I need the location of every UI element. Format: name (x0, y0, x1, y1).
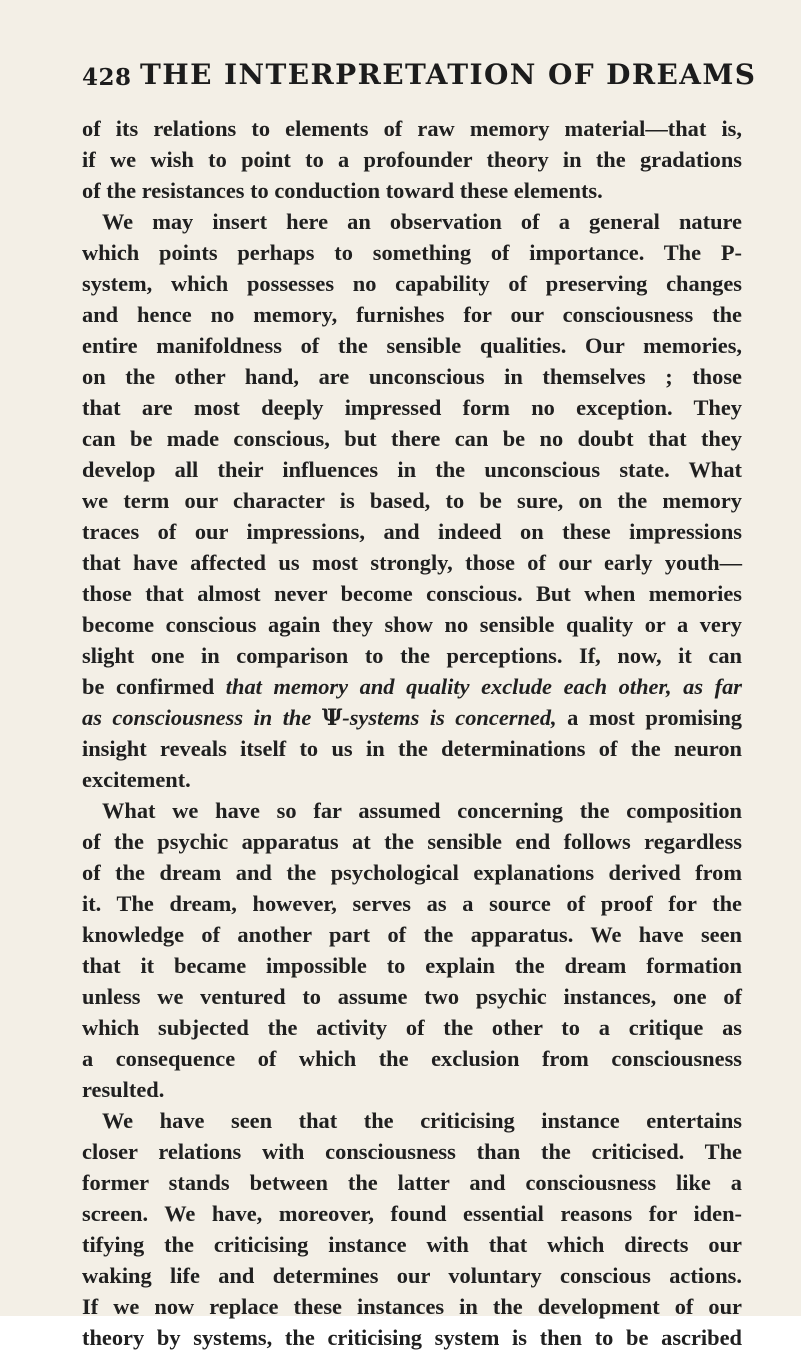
text-line: which subjected the activity of the other to a critique as (82, 1015, 742, 1040)
text-line: of the resistances to conduction toward these elements. (82, 178, 603, 203)
italic-emphasis: -systems is concerned, (342, 705, 557, 730)
body-text (82, 113, 742, 1353)
text-line: closer relations with consciousness than the criticised. The (82, 1139, 742, 1164)
running-head: THE INTERPRETATION OF DREAMS (140, 58, 757, 91)
text-line: screen. We have, moreover, found essential reasons for iden- (82, 1201, 742, 1226)
text-line: traces of our impressions, and indeed on these impressions (82, 519, 742, 544)
text-line: of the psychic apparatus at the sensible end follows regardless (82, 829, 742, 854)
text-line: on the other hand, are unconscious in themselves ; those (82, 364, 742, 389)
text-line: it. The dream, however, serves as a source of proof for the (82, 891, 742, 916)
text-line: unless we ventured to assume two psychic instances, one of (82, 984, 742, 1009)
italic-emphasis: that memory and quality exclude each other, as far (225, 674, 742, 699)
italic-emphasis: as consciousness in the (82, 705, 322, 730)
text-line: If we now replace these instances in the development of our (82, 1294, 742, 1319)
text-line: if we wish to point to a profounder theory in the gradations (82, 147, 742, 172)
text-line: waking life and determines our voluntary conscious actions. (82, 1263, 742, 1288)
text-line: system, which possesses no capability of preserving changes (82, 271, 742, 296)
text-line: insight reveals itself to us in the determinations of the neuron (82, 736, 742, 761)
text-line: of its relations to elements of raw memory material—that is, (82, 116, 742, 141)
text-line: former stands between the latter and consciousness like a (82, 1170, 742, 1195)
text-line: We have seen that the criticising instance entertains (102, 1108, 742, 1133)
text-line: a consequence of which the exclusion from consciousness (82, 1046, 742, 1071)
text-line: theory by systems, the criticising system is then to be ascribed (82, 1325, 742, 1350)
text-line: and hence no memory, furnishes for our consciousness the (82, 302, 742, 327)
text-line (82, 702, 742, 733)
text-line: which points perhaps to something of importance. The P- (82, 240, 742, 265)
text-line: excitement. (82, 767, 191, 792)
text-line: can be made conscious, but there can be no doubt that they (82, 426, 742, 451)
text-line: become conscious again they show no sensible quality or a very (82, 612, 742, 637)
text-line: we term our character is based, to be sure, on the memory (82, 488, 742, 513)
page-number: 428 (82, 64, 132, 91)
text-line: of the dream and the psychological explanations derived from (82, 860, 742, 885)
text-line: that are most deeply impressed form no exception. They (82, 395, 742, 420)
text-line: knowledge of another part of the apparatus. We have seen (82, 922, 742, 947)
text-line (82, 671, 742, 702)
text-line: What we have so far assumed concerning the composition (102, 798, 742, 823)
text-line: that have affected us most strongly, those of our early youth— (82, 550, 742, 575)
text-line: those that almost never become conscious. But when memories (82, 581, 742, 606)
text-line: develop all their influences in the unconscious state. What (82, 457, 742, 482)
text-line: tifying the criticising instance with that which directs our (82, 1232, 742, 1257)
text-run: a most promising (556, 705, 742, 730)
text-line: We may insert here an observation of a general nature (102, 209, 742, 234)
text-line: resulted. (82, 1077, 165, 1102)
text-line: slight one in comparison to the perceptions. If, now, it can (82, 643, 742, 668)
text-run: be confirmed (82, 674, 226, 699)
text-line: entire manifoldness of the sensible qualities. Our memories, (82, 333, 742, 358)
page-header (68, 58, 758, 98)
psi-symbol: Ψ (321, 705, 343, 731)
text-line: that it became impossible to explain the dream formation (82, 953, 742, 978)
